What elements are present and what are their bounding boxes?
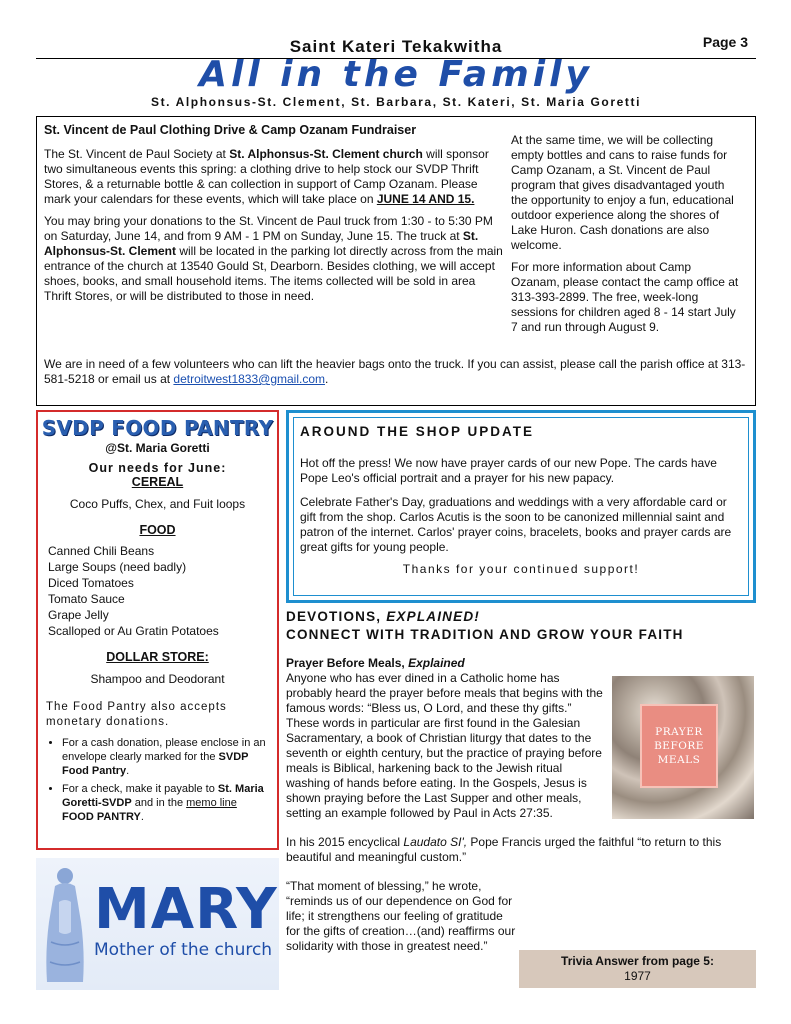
pantry-title: SVDP FOOD PANTRY: [41, 416, 274, 440]
trivia-answer-box: [519, 950, 756, 988]
text: You may bring your donations to the St. Vincent de Paul truck from 1:30 - to 5:30 PM on Saturday, June 14, and from 9 AM - 1 PM on Sunday, June 15. The truck at: [44, 214, 493, 243]
dollar-store-items: Shampoo and Deodorant: [90, 672, 225, 686]
devotions-body: Anyone who has ever dined in a Catholic home has probably heard the prayer before meals that begins with the famous words: “Bless us, O Lord, and these thy gifts.” These words in particular are first found in the Galesian Sacramentary, a book of Christian liturgy that dates to the seventh or eighth century, but the practice of praying before meals is Biblical, harkening back to the Jewish ritual washing of hands before eating. In the Gospels, Jesus is shown praying before the Last Supper and other meals, setting an example followed by Paul in Acts 27:35.: [286, 671, 603, 820]
devotions-paragraph-2: [286, 835, 756, 865]
shop-paragraph-1: Hot off the press! We now have prayer cards of our new Pope. The cards have Pope Leo's official portrait and a prayer for his new papacy.: [300, 456, 717, 485]
svdp-title: St. Vincent de Paul Clothing Drive & Camp Ozanam Fundraiser: [44, 123, 417, 137]
book-cover: [640, 704, 718, 788]
text: “That moment of blessing,” he wrote, “reminds us of our dependence on God for life; it strengthens our feeling of gratitude for the gifts of creation…(and) reaffirms our solidarity with those in greatest need.”: [286, 879, 516, 953]
church-name: St. Alphonsus-St. Clement church: [229, 147, 423, 161]
section-title: All in the Family: [199, 54, 593, 95]
food-heading: FOOD: [139, 523, 176, 537]
svdp-right-paragraph-1: At the same time, we will be collecting empty bottles and cans to raise funds for Camp Ozanam, a St. Vincent de Paul program that gives disadvantaged youth the opportunity to enjoy a fun, educational outdoor experience along the shores of Lake Huron. Cash donations are also welcome.: [511, 133, 734, 252]
event-dates: JUNE 14 AND 15.: [376, 192, 475, 206]
shop-paragraph-2: Celebrate Father's Day, graduations and weddings with a very affordable card or gift from the shop. Carlos Acutis is the soon to be canonized millennial saint and patron of the internet. Carlos' prayer coins, bracelets, books and prayer cards are great gifts for young people.: [300, 495, 732, 554]
dollar-store-heading: DOLLAR STORE:: [106, 650, 209, 664]
svdp-left-column: [44, 123, 504, 311]
cereal-heading: CEREAL: [131, 475, 184, 489]
pantry-needs-heading: Our needs for June:: [88, 461, 227, 475]
text: In his 2015 encyclical: [286, 835, 404, 849]
pantry-location: @St. Maria Goretti: [105, 441, 210, 455]
trivia-answer: 1977: [624, 969, 651, 983]
parish-name: Saint Kateri Tekakwitha: [289, 37, 503, 56]
trivia-label: Trivia Answer from page 5:: [561, 954, 714, 968]
text: will be located in the parking lot directly across from the main entrance of the church at 13540 Gould St, Dearborn. Besides clothing, we will accept shoes, books, and small household items. The items collected will be sold in area Thrift Stores, or will be distributed to those in need.: [44, 244, 503, 303]
text: and in the: [131, 797, 187, 809]
devotions-title: [286, 608, 756, 626]
text: DEVOTIONS,: [286, 609, 387, 624]
food-pantry-box: [36, 410, 279, 850]
text: For a check, make it payable to: [62, 783, 218, 795]
donation-bullets: [62, 736, 269, 824]
list-item: Canned Chili Beans: [48, 544, 155, 558]
text: memo line: [186, 797, 237, 809]
svdp-paragraph-1: [44, 147, 504, 207]
list-item: Diced Tomatoes: [48, 576, 134, 590]
pantry-accepts-note: The Food Pantry also accepts monetary donations.: [46, 701, 227, 728]
mary-title: MARY: [94, 877, 278, 942]
list-item: [62, 736, 269, 778]
list-item: [62, 782, 269, 824]
devotions-paragraph-3: [286, 879, 756, 954]
prayer-before-meals-image: [612, 676, 754, 819]
list-item: Grape Jelly: [48, 608, 109, 622]
text: .: [325, 372, 329, 386]
page-number: Page 3: [702, 34, 748, 50]
text: We are in need of a few volunteers who can lift the heavier bags onto the truck. If you can assist, please call the parish office at 313-581-5218 or email us at: [44, 357, 746, 386]
text: EXPLAINED!: [386, 609, 480, 624]
text: MEALS: [657, 754, 701, 766]
list-item: Scalloped or Au Gratin Potatoes: [48, 624, 219, 638]
text: Prayer Before Meals,: [286, 656, 409, 670]
food-list: [48, 543, 277, 639]
text: .: [126, 765, 130, 777]
email-link[interactable]: detroitwest1833@gmail.com: [173, 372, 326, 386]
text: BEFORE: [654, 740, 704, 752]
list-item: Large Soups (need badly): [48, 560, 187, 574]
masthead: [36, 34, 756, 112]
text: St. Maria Goretti-SVDP: [62, 783, 264, 809]
text: PRAYER: [655, 726, 703, 738]
shop-thanks: Thanks for your continued support!: [402, 562, 640, 576]
text: The St. Vincent de Paul Society at: [44, 147, 230, 161]
parish-list: St. Alphonsus-St. Clement, St. Barbara, St. Kateri, St. Maria Goretti: [150, 95, 642, 109]
text: .: [140, 811, 144, 823]
list-item: Tomato Sauce: [48, 592, 125, 606]
svdp-right-column: [511, 133, 743, 342]
shop-update-box: [286, 410, 756, 603]
devotions-title-line2: CONNECT WITH TRADITION AND GROW YOUR FAITH: [286, 627, 684, 642]
text: Laudato SI',: [403, 835, 468, 849]
mary-statue-icon: [41, 862, 89, 986]
svdp-volunteer-paragraph: [44, 357, 747, 387]
text: Pope Francis urged the faithful “to return to this beautiful and meaningful custom.”: [286, 835, 722, 864]
svdp-right-paragraph-2: For more information about Camp Ozanam, please contact the camp office at 313-393-2899. The free, week-long sessions for children aged 8 - 14 start July 7 and run through August 9.: [511, 260, 739, 334]
text: Explained: [408, 656, 465, 670]
text: FOOD PANTRY: [62, 811, 141, 823]
mary-mother-of-church-banner: [36, 858, 279, 990]
text: For a cash donation, please enclose in an envelope clearly marked for the: [62, 737, 266, 763]
text: will sponsor two simultaneous events this spring: a clothing drive to help stock our SVDP Thrift Stores, & a returnable bottle & can collection in support of Camp Ozanam. Please mark your calendars for these events, which will take place on: [44, 147, 489, 206]
mary-subtitle: Mother of the church: [94, 940, 273, 960]
svdp-paragraph-2: [44, 214, 504, 304]
cereal-items: Coco Puffs, Chex, and Fuit loops: [69, 497, 246, 511]
shop-title: AROUND THE SHOP UPDATE: [300, 424, 535, 439]
text: SVDP Food Pantry: [62, 751, 249, 777]
church-name: St. Alphonsus-St. Clement: [44, 229, 479, 258]
shop-update-inner: [293, 417, 749, 596]
devotions-subhead: [286, 656, 756, 671]
svdp-clothing-drive-article: [36, 116, 756, 406]
